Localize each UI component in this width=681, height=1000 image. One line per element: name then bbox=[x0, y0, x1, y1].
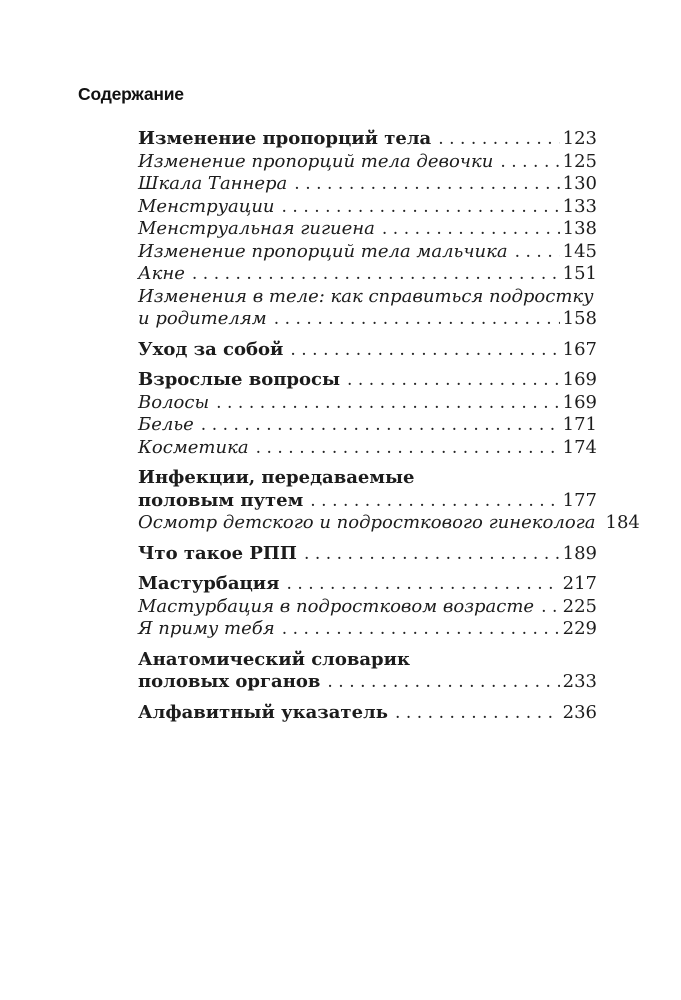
toc-entry-label: Осмотр детского и подросткового гинеколога bbox=[138, 512, 596, 533]
toc-entry-label: Менструальная гигиена bbox=[138, 218, 375, 239]
toc-entry-label: Косметика bbox=[138, 436, 249, 458]
dot-leader bbox=[216, 392, 560, 415]
dot-leader bbox=[382, 218, 560, 241]
toc-entry-label: Менструации bbox=[138, 195, 275, 217]
toc-entry-label: и родителям bbox=[138, 308, 267, 329]
toc-entry-label: половым путем bbox=[138, 489, 304, 511]
toc-entry bbox=[138, 512, 640, 535]
toc-entry-page: 151 bbox=[562, 263, 597, 284]
dot-leader bbox=[438, 128, 559, 151]
dot-leader bbox=[274, 308, 560, 331]
toc-entry-page: 138 bbox=[562, 218, 597, 239]
dot-leader bbox=[304, 543, 560, 566]
toc-entry-page: 123 bbox=[562, 128, 597, 149]
dot-leader bbox=[201, 414, 560, 437]
toc-entry-label: Взрослые вопросы bbox=[138, 369, 340, 390]
toc-entry bbox=[138, 702, 597, 725]
toc-entry-label: Изменение пропорций тела bbox=[138, 128, 432, 149]
toc-entry-label: Шкала Таннера bbox=[138, 173, 288, 194]
dot-leader bbox=[282, 196, 560, 219]
toc-entry-page: 169 bbox=[562, 369, 597, 390]
toc-entry bbox=[138, 618, 597, 641]
dot-leader bbox=[294, 173, 559, 196]
toc-entry-label: Мастурбация bbox=[138, 573, 280, 594]
toc-entry bbox=[138, 392, 597, 415]
toc-entry-page: 177 bbox=[562, 489, 597, 511]
toc-entry-row bbox=[138, 596, 597, 619]
dot-leader bbox=[286, 573, 559, 596]
toc-entry-label: Что такое РПП bbox=[138, 542, 297, 564]
dot-leader bbox=[282, 618, 560, 641]
toc-entry-page: 133 bbox=[562, 195, 597, 217]
toc-entry-page: 225 bbox=[562, 595, 597, 617]
dot-leader bbox=[192, 263, 560, 286]
toc-entry-row bbox=[138, 128, 597, 151]
toc-entry-row bbox=[138, 437, 597, 460]
toc-entry-label: Изменение пропорций тела девочки bbox=[138, 150, 494, 172]
toc-entry-page: 184 bbox=[605, 512, 640, 533]
dot-leader bbox=[515, 241, 560, 264]
toc-entry bbox=[138, 414, 597, 437]
toc-entry-label: Белье bbox=[138, 414, 194, 435]
dot-leader bbox=[500, 151, 559, 174]
toc-entry-page: 236 bbox=[562, 701, 597, 723]
toc-entry bbox=[138, 128, 597, 151]
toc-entry-row bbox=[138, 392, 597, 415]
toc-entry bbox=[138, 339, 597, 362]
toc-entry-label: Изменение пропорций тела мальчика bbox=[138, 240, 508, 262]
toc-entry-page: 125 bbox=[562, 150, 597, 172]
toc-entry-page: 130 bbox=[562, 173, 597, 194]
toc-entry-label: Уход за собой bbox=[138, 338, 284, 360]
toc-entry-row bbox=[138, 263, 597, 286]
toc-entry bbox=[138, 173, 597, 196]
toc-entry bbox=[138, 241, 597, 264]
toc-list bbox=[138, 128, 640, 724]
toc-entry-wrap-line: Инфекции, передаваемые bbox=[138, 467, 415, 488]
dot-leader bbox=[347, 369, 560, 392]
toc-entry-row bbox=[138, 618, 597, 641]
toc-entry bbox=[138, 573, 597, 596]
toc-entry bbox=[138, 218, 597, 241]
dot-leader bbox=[395, 702, 560, 725]
toc-entry-label: Акне bbox=[138, 263, 185, 284]
toc-entry-page: 158 bbox=[562, 308, 597, 329]
toc-entry-row bbox=[138, 543, 597, 566]
toc-entry bbox=[138, 649, 597, 694]
toc-entry-row bbox=[138, 369, 597, 392]
toc-entry-row bbox=[138, 241, 597, 264]
toc-entry bbox=[138, 467, 597, 512]
toc-entry-row bbox=[138, 218, 597, 241]
toc-entry-page: 169 bbox=[562, 391, 597, 413]
toc-entry bbox=[138, 437, 597, 460]
toc-entry-label: Волосы bbox=[138, 391, 210, 413]
toc-entry-page: 229 bbox=[562, 618, 597, 639]
dot-leader bbox=[541, 596, 560, 619]
toc-entry-row bbox=[138, 702, 597, 725]
toc-entry-page: 167 bbox=[562, 338, 597, 360]
dot-leader bbox=[327, 671, 559, 694]
toc-entry bbox=[138, 263, 597, 286]
toc-entry-row bbox=[138, 196, 597, 219]
toc-entry-row bbox=[138, 339, 597, 362]
toc-entry-wrap-line: Анатомический словарик bbox=[138, 648, 410, 670]
toc-entry bbox=[138, 543, 597, 566]
toc-entry-row bbox=[138, 490, 597, 513]
toc-entry-label: половых органов bbox=[138, 671, 321, 692]
toc-entry bbox=[138, 196, 597, 219]
toc-entry-label: Я приму тебя bbox=[138, 618, 275, 639]
toc-entry-page: 189 bbox=[562, 542, 597, 564]
toc-entry-row bbox=[138, 512, 640, 535]
toc-entry bbox=[138, 286, 597, 331]
toc-entry-page: 217 bbox=[562, 573, 597, 594]
toc-entry-page: 233 bbox=[562, 671, 597, 692]
dot-leader bbox=[290, 339, 559, 362]
dot-leader bbox=[310, 490, 559, 513]
toc-entry bbox=[138, 596, 597, 619]
toc-entry-row bbox=[138, 671, 597, 694]
toc-entry-row bbox=[138, 173, 597, 196]
toc-entry bbox=[138, 151, 597, 174]
toc-entry-row bbox=[138, 151, 597, 174]
toc-entry-label: Алфавитный указатель bbox=[138, 701, 388, 723]
dot-leader bbox=[256, 437, 560, 460]
toc-entry-page: 171 bbox=[562, 414, 597, 435]
toc-entry-label: Мастурбация в подростковом возрасте bbox=[138, 595, 535, 617]
toc-entry-row bbox=[138, 573, 597, 596]
toc-entry-row bbox=[138, 308, 597, 331]
toc-entry-page: 174 bbox=[562, 436, 597, 458]
toc-entry bbox=[138, 369, 597, 392]
toc-entry-wrap-line: Изменения в теле: как справиться подростку bbox=[138, 285, 594, 307]
page-title: Содержание bbox=[78, 84, 184, 104]
toc-entry-page: 145 bbox=[562, 240, 597, 262]
toc-entry-row bbox=[138, 414, 597, 437]
